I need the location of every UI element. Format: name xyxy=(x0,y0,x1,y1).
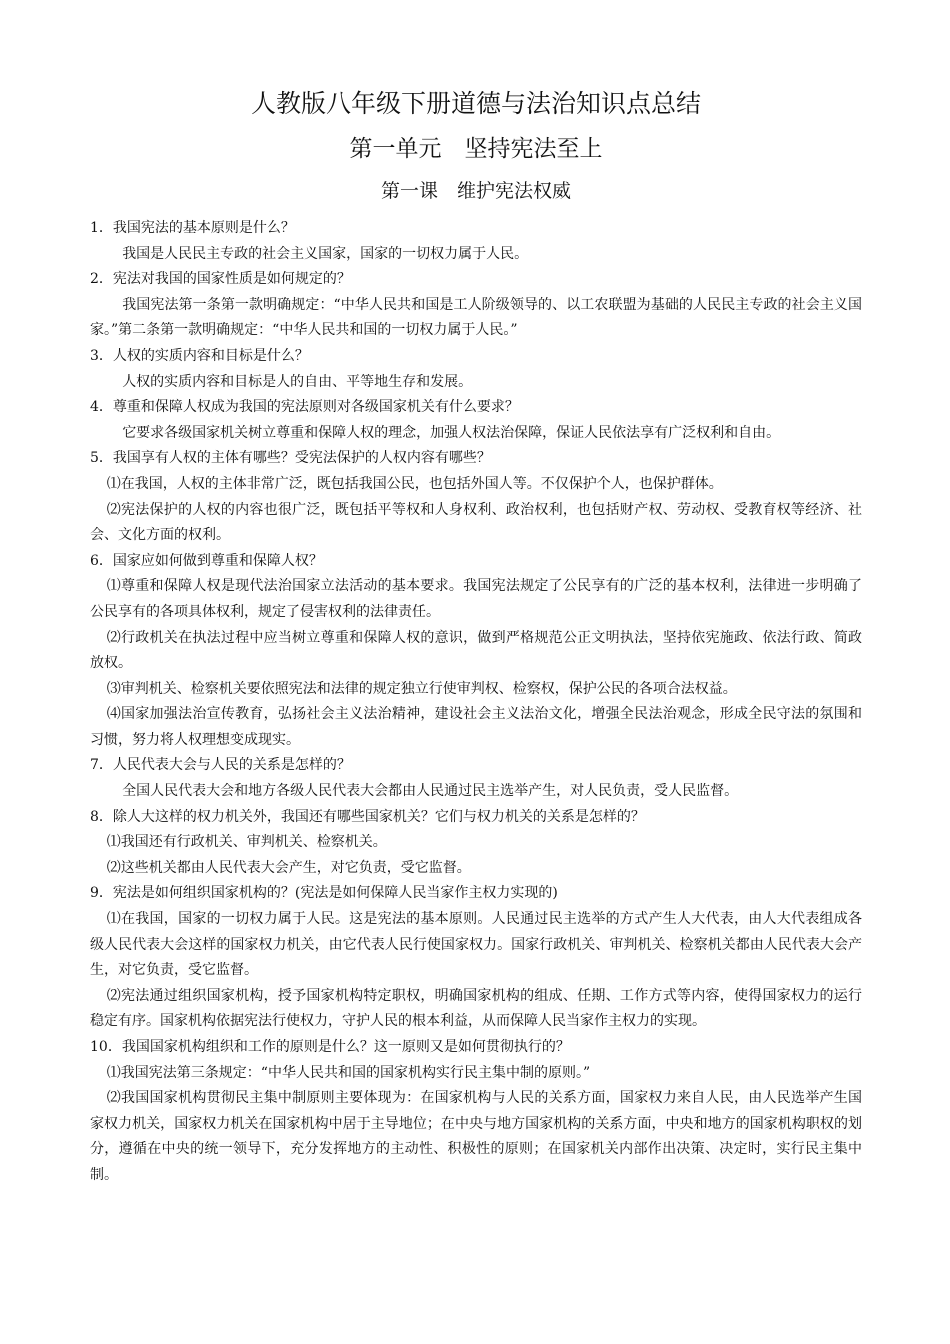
lesson-heading: 第一课 维护宪法权威 xyxy=(380,180,571,202)
answer-paragraph: 我国宪法第一条第一款明确规定：“中华人民共和国是工人阶级领导的、以工农联盟为基础的人民民主专政的社会主义国家。”第二条第一款明确规定：“中华人民共和国的一切权力属于人民。” xyxy=(90,296,862,339)
answer-sub-point: ⑵宪法通过组织国家机构，授予国家机构特定职权，明确国家机构的组成、任期、工作方式等内容，使得国家权力的运行稳定有序。国家机构依据宪法行使权力，守护人民的根本利益，从而保障人民当家作主权力的实现。 xyxy=(90,987,862,1030)
question-heading: 2．宪法对我国的国家性质是如何规定的？ xyxy=(90,271,351,288)
question-heading: 9．宪法是如何组织国家机构的？(宪法是如何保障人民当家作主权力实现的) xyxy=(90,885,558,902)
answer-sub-point: ⑵我国国家机构贯彻民主集中制原则主要体现为：在国家机构与人民的关系方面，国家权力来自人民，由人民选举产生国家权力机关，国家权力机关在国家机构中居于主导地位；在中央与地方国家机构的关系方面，中央和地方的国家机构职权的划分，遵循在中央的统一领导下，充分发挥地方的主动性、积极性的原则；在国家机关内部作出决策、决定时，实行民主集中制。 xyxy=(90,1090,862,1183)
question-heading: 5．我国享有人权的主体有哪些？受宪法保护的人权内容有哪些？ xyxy=(90,450,491,467)
question-heading: 1．我国宪法的基本原则是什么？ xyxy=(90,220,295,236)
answer-paragraph: 它要求各级国家机关树立尊重和保障人权的理念，加强人权法治保障，保证人民依法享有广泛权利和自由。 xyxy=(122,424,781,441)
answer-sub-point: ⑵宪法保护的人权的内容也很广泛，既包括平等权和人身权利、政治权利，也包括财产权、劳动权、受教育权等经济、社会、文化方面的权利。 xyxy=(90,501,862,544)
answer-sub-point: ⑴我国还有行政机关、审判机关、检察机关。 xyxy=(106,834,387,851)
question-heading: 6．国家应如何做到尊重和保障人权？ xyxy=(90,552,323,569)
answer-sub-point: ⑴我国宪法第三条规定：“中华人民共和国的国家机构实行民主集中制的原则。” xyxy=(106,1064,591,1081)
answer-sub-point: ⑵行政机关在执法过程中应当树立尊重和保障人权的意识，做到严格规范公正文明执法，坚持依宪施政、依法行政、简政放权。 xyxy=(90,629,862,672)
answer-paragraph: 全国人民代表大会和地方各级人民代表大会都由人民通过民主选举产生，对人民负责，受人民监督。 xyxy=(122,783,739,800)
question-heading: 10．我国国家机构组织和工作的原则是什么？这一原则又是如何贯彻执行的？ xyxy=(90,1039,570,1055)
question-heading: 7．人民代表大会与人民的关系是怎样的？ xyxy=(90,757,351,774)
answer-sub-point: ⑵这些机关都由人民代表大会产生，对它负责，受它监督。 xyxy=(106,859,471,876)
answer-sub-point: ⑶审判机关、检察机关要依照宪法和法律的规定独立行使审判权、检察权，保护公民的各项合法权益。 xyxy=(106,680,737,697)
question-heading: 4．尊重和保障人权成为我国的宪法原则对各级国家机关有什么要求？ xyxy=(90,399,519,416)
answer-paragraph: 我国是人民民主专政的社会主义国家，国家的一切权力属于人民。 xyxy=(122,245,529,262)
question-heading: 3．人权的实质内容和目标是什么？ xyxy=(90,347,309,364)
answer-sub-point: ⑴在我国，国家的一切权力属于人民。这是宪法的基本原则。人民通过民主选举的方式产生人大代表，由人大代表组成各级人民代表大会这样的国家权力机关，由它代表人民行使国家权力。国家行政机关、审判机关、检察机关都由人民代表大会产生，对它负责，受它监督。 xyxy=(90,911,862,979)
document-title: 人教版八年级下册道德与法治知识点总结 xyxy=(250,89,701,118)
unit-heading: 第一单元 坚持宪法至上 xyxy=(349,136,603,162)
document-body xyxy=(90,216,862,1189)
answer-sub-point: ⑴尊重和保障人权是现代法治国家立法活动的基本要求。我国宪法规定了公民享有的广泛的基本权利，法律进一步明确了公民享有的各项具体权利，规定了侵害权利的法律责任。 xyxy=(90,578,862,620)
document-page xyxy=(90,88,862,1189)
answer-sub-point: ⑴在我国，人权的主体非常广泛，既包括我国公民，也包括外国人等。不仅保护个人，也保护群体。 xyxy=(106,475,723,492)
question-heading: 8．除人大这样的权力机关外，我国还有哪些国家机关？它们与权力机关的关系是怎样的？ xyxy=(90,808,645,825)
answer-sub-point: ⑷国家加强法治宣传教育，弘扬社会主义法治精神，建设社会主义法治文化，增强全民法治观念，形成全民守法的氛围和习惯，努力将人权理想变成现实。 xyxy=(90,706,862,748)
answer-paragraph: 人权的实质内容和目标是人的自由、平等地生存和发展。 xyxy=(122,373,473,390)
